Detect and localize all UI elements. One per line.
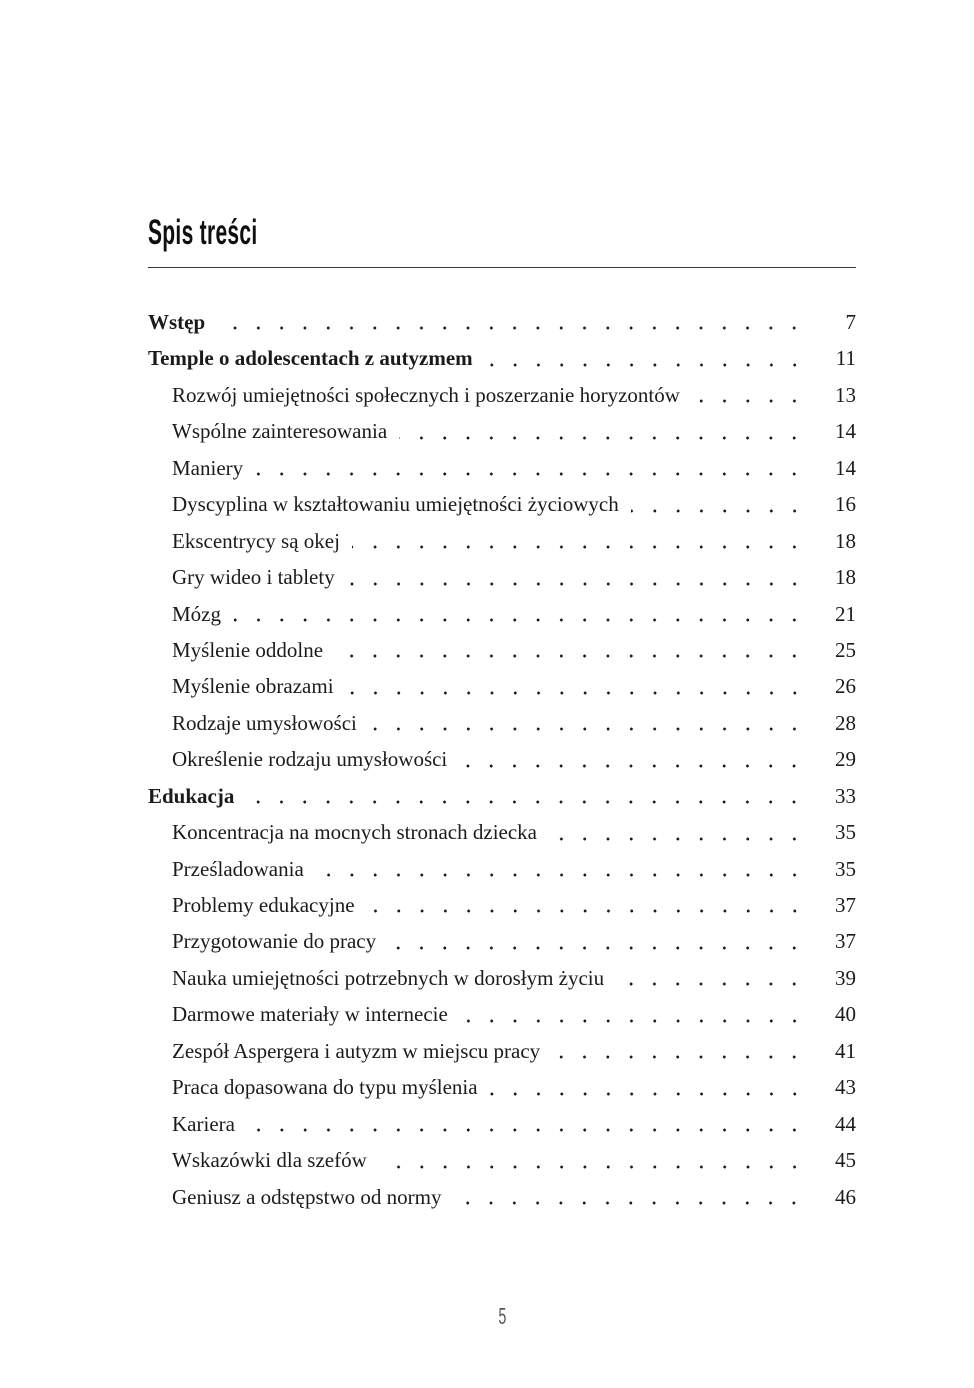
toc-entry-label: Edukacja xyxy=(148,783,235,808)
dot-leader xyxy=(379,1142,806,1178)
toc-entry-label: Mózg xyxy=(172,601,221,626)
toc-entry xyxy=(148,923,856,959)
toc-entry-page: 35 xyxy=(835,820,856,845)
toc-entry-label: Dyscyplina w kształtowaniu umiejętności życiowych xyxy=(172,492,619,517)
toc-entry-label: Praca dopasowana do typu myślenia xyxy=(172,1075,478,1100)
toc-entry xyxy=(148,996,856,1032)
toc-entry-page: 37 xyxy=(835,929,856,954)
toc-entry-page: 40 xyxy=(835,1002,856,1027)
page-title xyxy=(148,0,856,268)
toc-entry xyxy=(148,413,856,449)
toc-entry-label: Geniusz a odstępstwo od normy xyxy=(172,1184,442,1209)
toc-entry-label: Maniery xyxy=(172,455,244,480)
toc-entry-page: 46 xyxy=(835,1184,856,1209)
toc-entry-label: Gry wideo i tablety xyxy=(172,565,335,590)
dot-leader xyxy=(453,1179,806,1215)
dot-leader xyxy=(459,741,806,777)
toc-entry xyxy=(148,705,856,741)
toc-entry xyxy=(148,1142,856,1178)
toc-entry xyxy=(148,668,856,704)
toc-entry-label: Przygotowanie do pracy xyxy=(172,929,377,954)
toc-entry-page: 16 xyxy=(835,492,856,517)
toc-entry xyxy=(148,523,856,559)
toc-entry-label: Określenie rodzaju umysłowości xyxy=(172,747,448,772)
toc-entry xyxy=(148,340,856,376)
toc-entry xyxy=(148,1179,856,1215)
dot-leader xyxy=(352,523,806,559)
toc-entry-label: Koncentracja na mocnych stronach dziecka xyxy=(172,820,537,845)
toc-entry xyxy=(148,1033,856,1069)
dot-leader xyxy=(616,960,806,996)
toc-entry xyxy=(148,814,856,850)
toc-entry-page: 14 xyxy=(835,455,856,480)
toc-entry-label: Problemy edukacyjne xyxy=(172,893,355,917)
toc-entry-page: 37 xyxy=(835,893,856,917)
toc-entry xyxy=(148,1106,856,1142)
toc-entry-page: 26 xyxy=(835,674,856,699)
toc-entry xyxy=(148,960,856,996)
dot-leader xyxy=(460,996,806,1032)
toc-entry xyxy=(148,304,856,340)
toc-entry xyxy=(148,632,856,668)
toc-entry-label: Prześladowania xyxy=(172,856,304,881)
toc-entry-page: 39 xyxy=(835,965,856,990)
toc-entry-page: 18 xyxy=(835,528,856,553)
toc-entry-page: 44 xyxy=(835,1111,856,1136)
dot-leader xyxy=(369,705,806,741)
page-title-text: Spis treści xyxy=(148,213,258,252)
dot-leader xyxy=(233,596,806,632)
dot-leader xyxy=(490,1069,806,1105)
dot-leader xyxy=(247,1106,806,1142)
toc-entry-page: 21 xyxy=(835,601,856,626)
toc-entry-page: 43 xyxy=(835,1075,856,1100)
dot-leader xyxy=(388,923,806,959)
dot-leader xyxy=(485,340,806,376)
dot-leader xyxy=(217,304,806,340)
toc-entry-page: 14 xyxy=(835,419,856,444)
toc-entry-page: 25 xyxy=(835,637,856,662)
toc-entry xyxy=(148,559,856,595)
toc-entry xyxy=(148,887,856,923)
dot-leader xyxy=(692,377,806,413)
toc-entry xyxy=(148,1069,856,1105)
toc-entry-page: 18 xyxy=(835,565,856,590)
dot-leader xyxy=(399,413,806,449)
toc-entry-page: 28 xyxy=(835,710,856,735)
toc-entry-page: 7 xyxy=(845,310,856,334)
dot-leader xyxy=(631,486,806,522)
toc-entry-label: Wskazówki dla szefów xyxy=(172,1148,367,1173)
toc-entry xyxy=(148,377,856,413)
footer-page-number: 5 xyxy=(498,1303,506,1329)
toc-entry-label: Darmowe materiały w internecie xyxy=(172,1002,448,1027)
toc-list xyxy=(148,304,856,1215)
toc-entry-label: Kariera xyxy=(172,1111,235,1136)
toc-entry-label: Rozwój umiejętności społecznych i poszerzanie horyzontów xyxy=(172,382,680,407)
toc-entry xyxy=(148,851,856,887)
toc-entry-label: Temple o adolescentach z autyzmem xyxy=(148,346,473,371)
dot-leader xyxy=(335,632,806,668)
toc-entry-label: Myślenie obrazami xyxy=(172,674,334,699)
dot-leader xyxy=(549,814,806,850)
toc-entry-page: 35 xyxy=(835,856,856,881)
dot-leader xyxy=(316,851,806,887)
toc-entry-page: 45 xyxy=(835,1148,856,1173)
toc-entry xyxy=(148,741,856,777)
dot-leader xyxy=(346,668,806,704)
dot-leader xyxy=(367,887,806,923)
toc-entry-label: Rodzaje umysłowości xyxy=(172,710,357,735)
toc-entry-label: Myślenie oddolne xyxy=(172,637,324,662)
toc-entry-page: 29 xyxy=(835,747,856,772)
toc-entry-label: Ekscentrycy są okej xyxy=(172,528,340,553)
dot-leader xyxy=(246,778,806,814)
toc-entry xyxy=(148,486,856,522)
toc-entry xyxy=(148,596,856,632)
toc-entry xyxy=(148,450,856,486)
toc-entry-page: 33 xyxy=(835,783,856,808)
page-footer xyxy=(148,1303,856,1330)
toc-entry xyxy=(148,778,856,814)
dot-leader xyxy=(347,559,806,595)
toc-entry-label: Wstęp xyxy=(148,310,206,334)
toc-entry-label: Nauka umiejętności potrzebnych w dorosłym życiu xyxy=(172,965,605,990)
content-column xyxy=(148,0,856,1215)
toc-entry-label: Wspólne zainteresowania xyxy=(172,419,388,444)
toc-entry-page: 41 xyxy=(835,1038,856,1063)
toc-entry-page: 11 xyxy=(835,346,856,371)
toc-entry-label: Zespół Aspergera i autyzm w miejscu pracy xyxy=(172,1038,541,1063)
dot-leader xyxy=(552,1033,806,1069)
dot-leader xyxy=(255,450,806,486)
toc-entry-page: 13 xyxy=(835,382,856,407)
